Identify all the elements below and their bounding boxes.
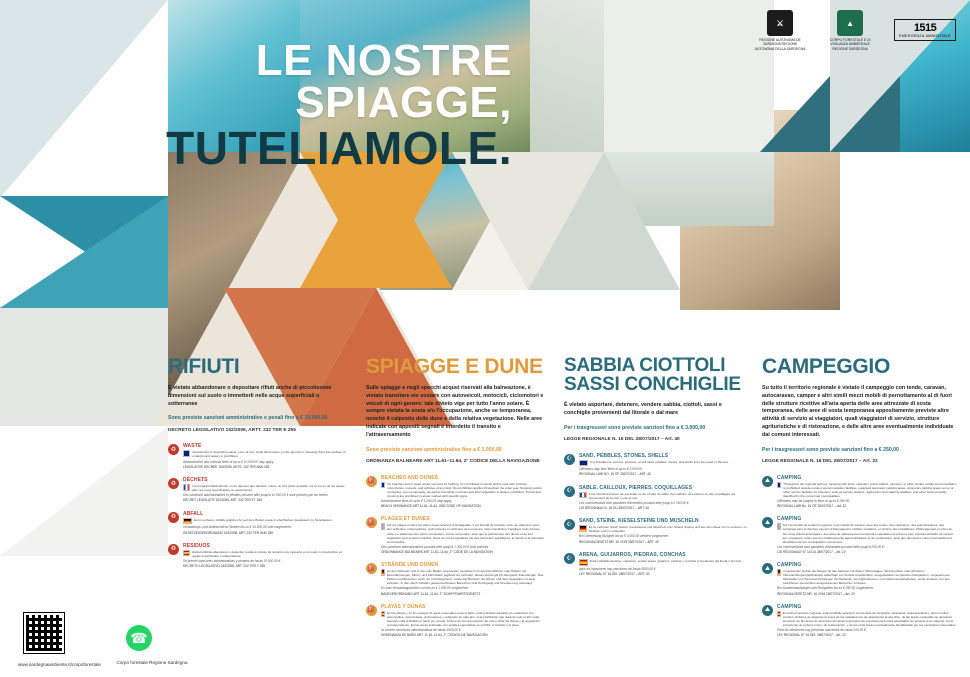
camping-fr-icon: ⛰ [762, 517, 773, 528]
item-text: Está prohibido abandonar o depositar residuos incluso de tamaño muy pequeño en el suelo o introducirlos en aguas superficiales o subterráneas. [192, 549, 343, 558]
camping-de-icon: ⛰ [762, 563, 773, 574]
column-heading: CAMPEGGIO [762, 355, 890, 378]
item-law: REGIONAL LAW NO. 16 OF 28/07/2017 – ART. 40 [579, 472, 651, 477]
list-item [762, 475, 958, 510]
item-text: En todo el territorio regional, está prohibido acampar con tiendas de campaña, caravanas, autocaravanas y otros medios móviles similares de alojamiento fuera de las instalaciones de alojamiento al aire libre, de las áreas equipadas de descanso temporal, de las áreas de descanso temporal expresamente previstas para otras actividades de servicio a los viajeros, como estructuras de turismo rural y de restauración, y de las otras áreas eventualmente identificadas por los municipios interesados. [782, 610, 957, 627]
item-law: LEGISLATIVE DECREE 152/2006, ARTS. 232 TER AND 255 [183, 464, 270, 469]
column-law: LEGGE REGIONALE N. 16 DEL 28/07/2017 – Art. 22 [762, 459, 878, 465]
item-text: Es ist verboten, Abfälle jeglicher Art auf dem Boden sowie in oberflächen Gewässern zu hinterlassen. [194, 517, 333, 522]
column-heading: SABBIA CIOTTOLI SASSI CONCHIGLIE [564, 355, 741, 395]
column-heading: SPIAGGE E DUNE [366, 355, 543, 378]
item-law: LEY REGIONAL N° 16 DEL 28/07/2017 – Art. 22 [777, 633, 846, 638]
item-title: CAMPING [777, 516, 802, 523]
flag-de-icon [183, 518, 192, 525]
sand-pebbles-icon: ☪ [564, 454, 575, 465]
item-text: Sur les plages et dans les plans d'eau réservés à la baignade, il est interdit de transiter et/ou de stationner avec des véhicules, motocyclettes, cyclomoteurs et véhicules de tout genre; cette interdiction s'applique toute l'année civile. Le stationnement et/ou l'occupation, même temporaire, ainsi que le piétinement des dunes et de leur végétation sont toujours interdits. Dans les zones signalées par des panneaux spécifiques, le transit et la traversée sont interdits. [386, 523, 544, 544]
item-text: Bei Übertretung Bußgeld bis zu € 3.000,00 werden vorgesehen [579, 534, 669, 539]
poster-title [92, 36, 512, 175]
column-law: DECRETO LEGISLATIVO 152/2006, ARTT. 232 TER E 255 [168, 427, 296, 433]
qr-code[interactable] [24, 613, 64, 653]
item-text: Offenders may face fines of up to € 3,000.00. [579, 467, 643, 472]
item-title: CAMPING [777, 562, 802, 569]
emergency-number-box [894, 19, 956, 41]
flag-de-icon [777, 569, 781, 576]
item-text: En las playas y en los espejos de agua reservados para el baño, está prohibido transitar y/o estacionar con automóviles, motocicletas, ciclomotores y vehículos de todo tipo; esta prohibición rige durante todo el año solar. Siempre está prohibido el parar y/u ocupar, incluso de forma temporal, así como pisar las dunas y la vegetación correspondiente. En las áreas indicadas con señales específicas se prohíbe el tránsito y el paso. [386, 610, 540, 627]
column-sanction: Sono previste sanzioni amministrative fino a € 1.000,00 [366, 446, 502, 453]
bg-triangle-teal-light [0, 196, 168, 308]
title-line-1: LE NOSTRE [255, 36, 512, 85]
item-title: WASTE [183, 443, 202, 450]
list-item [762, 562, 958, 597]
sable-cailloux-icon: ☪ [564, 486, 575, 497]
flag-fr-icon [381, 523, 385, 530]
list-item [366, 475, 544, 510]
column-sabbia-ciottoli [564, 356, 750, 584]
flag-uk-icon [183, 450, 190, 457]
beaches-dunes-icon: ⛽ [366, 476, 377, 487]
item-title: ARENA, GUIJARROS, PIEDRAS, CONCHAS [579, 552, 686, 559]
list-item [564, 485, 750, 512]
site-url[interactable]: www.sardegnaambiente.it/corpoforestale [18, 662, 101, 667]
item-title: DÉCHETS [183, 477, 208, 484]
logo-bar [754, 10, 956, 51]
item-law: REGIONALGESETZ NR. 16 VOM 28/07/2017 – Art. 22 [777, 591, 855, 596]
item-text: Administrative and criminal fines of up to € 10,000.00 may apply [183, 459, 274, 464]
emergency-number: 1515 [913, 22, 937, 35]
flag-uk-icon [381, 482, 385, 489]
item-text: Se prevén sanciones administrativas y penales de hasta 10.000,00 €. [183, 558, 282, 563]
poster-footer [0, 615, 970, 677]
column-body: È vietato abbandonare o depositare rifiuti anche di piccolissime dimensioni sul suolo o immetterli nelle acque superficiali o sotterranee [168, 385, 332, 407]
item-law: BEACH ORDINANCE ART 11.61–11.64, 2ND CODE OF NAVIGATION [381, 504, 481, 509]
item-law: DECRETO LEGISLATIVO 152/2006, ART. 232 TER Y 255 [183, 564, 266, 569]
item-text: Está prohibido llevarse, mantener, vender arena, guijarros, piedras y conchas procedentes del litoral o del mar. [590, 559, 742, 564]
corpo-forestale-icon: ▲ [837, 10, 863, 36]
column-body: È vietato asportare, detenere, vendere sabbia, ciottoli, sassi e conchiglie provenienti dal litorale o dal mare [564, 402, 722, 416]
item-title: BEACHES AND DUNES [381, 474, 439, 481]
item-title: ABFALL [183, 510, 204, 517]
bg-top-grey-band [604, 0, 774, 152]
logo-corpo-forestale [824, 10, 876, 51]
item-text: Offenders may be subject to fines of up to € 250.00. [777, 498, 851, 503]
flag-fr-icon [579, 492, 587, 499]
bg-triangle-teal-tr [528, 152, 680, 290]
list-item [168, 477, 346, 504]
item-text: Es sind Verwaltungsstrafen von bis zu € 1.000,00 vorgesehen [381, 586, 469, 591]
item-text: Bei Zuwiderhandlungen sind Bußgelder bis zu € 250,00 vorgesehen. [777, 586, 874, 591]
logo-caption: CORPO FORESTALE E DI VIGILANZA AMBIENTALE REGIONE SARDEGNA [829, 38, 871, 51]
column-sanction: Sono previste sanzioni amministrative e penali fino a € 10.000,00 [168, 415, 328, 422]
item-text: Administrative fines of up to € 1,000.00 may apply [381, 498, 452, 503]
flag-uk-icon [777, 482, 781, 489]
flag-fr-icon [183, 484, 190, 491]
title-line-3: TUTELIAMOLE. [166, 122, 512, 175]
column-law: LEGGE REGIONALE N. 16 DEL 28/07/2017 – Art. 40 [564, 436, 680, 442]
list-item [366, 516, 544, 555]
flag-de-icon [381, 569, 385, 576]
item-law: REGIONALGESETZ NR. 16 VOM 28/07/2017 – ART. 40 [579, 539, 659, 544]
item-law: ORDENANZA DE BAÑO ART. 11.61–11.64, 2° CÓDIGO DE NAVEGACIÓN [381, 633, 488, 638]
column-sanction: Per i trasgressori sono previste sanzioni fino a € 3.000,00 [564, 424, 706, 431]
item-title: CAMPING [777, 603, 802, 610]
logo-regione-sardegna [754, 10, 806, 51]
column-body: Sulle spiagge e negli specchi acquei riservati alla balneazione, è vietato transitare e/o sostare con autoveicoli, motocicli, ciclomotori e veicoli di ogni genere; tale divieto vige per tutto l'anno solare. È sempre vietata la sosta o/o l'occupazione, anche se temporanea, nonché il calpestio delle dune e della relativa vegetazione. Nelle aree indicate con appositi segnali è interdetto il transito e l'attraversamento [366, 385, 544, 438]
content-columns [0, 356, 970, 636]
item-law: GESETZESVERORDNUNG 152/2006, ART. 232 TER UND 255 [183, 530, 274, 535]
regione-emblem-icon: ⚔ [767, 10, 793, 36]
item-law: LOI RÉGIONALE N. 16 DU 28/07/2017 – ART. 40 [579, 506, 650, 511]
residuos-icon: ♻ [168, 544, 179, 555]
flag-fr-icon [777, 523, 781, 530]
list-item [168, 543, 346, 570]
column-law: ORDINANZA BALNEARE ART 11.61–11.64, 2° CODICE DELLA NAVIGAZIONE [366, 459, 540, 465]
flag-es-icon [579, 559, 588, 566]
item-law: DÉCRET LÉGISLATIF 152/2006, ART. 232 TER ET 255 [183, 498, 262, 503]
logo-1515 [894, 19, 956, 41]
item-text: Des sanctions administratives et pénales peuvent aller jusqu'à 10 000,00 € sont prévues par les textes. [183, 493, 329, 498]
item-text: Abandoning or depositing waste, even of very small dimensions, on the ground or releasing them into surface or underground waters is prohibited. [192, 450, 346, 459]
item-text: Il est interdit d'abandonner ou de déposer des déchets, même un très petite quantité, sur le sol ou de les rejeter dans les eaux superficielles ou souterraines. [192, 484, 345, 493]
item-law: ORDONNANCE BALNÉAIRE ART 11.61–11.64, 2° CODE DE LA NAVIGATION [381, 549, 493, 554]
item-law: LEY REGIONAL N° 16 DEL 28/07/2017 – ART. 40 [579, 571, 650, 576]
column-campeggio [762, 356, 958, 646]
item-law: REGIONAL LAW No. 16 OF 28/07/2017 – Art. 22 [777, 504, 847, 509]
item-text: Im gesamten Gebiet der Region ist das Campen mit Zelten, Wohnwagen, Wohnmobilen oder ähnlichen Übernachtungsmöglichkeiten außerhalb von Freiluft-Unterkünften, ausgestatteten temporären Rastplätzen, vorgesehenen Raststellen mit Serviceeinrichtungen für Reisende, wie Agritourismus- und Gastronomiebetrieben, sowie anderen von den betroffenen Gemeinden ausgewiesenen Bereichen verboten. [783, 569, 951, 586]
item-title: CAMPING [777, 474, 802, 481]
plages-dunes-icon: ⛽ [366, 517, 377, 528]
list-item [564, 518, 750, 545]
list-item [168, 511, 346, 536]
column-spiagge-e-dune [366, 356, 544, 646]
item-text: Les contrevenants sont passibles d'amendes pouvant aller jusqu'à 3 000,00 €. [579, 500, 690, 505]
photo-beach-pale [530, 0, 604, 152]
flag-de-icon [579, 525, 587, 532]
item-law: LOI RÉGIONALE N° 16 DU 28/07/2017 – Art. 22 [777, 549, 846, 554]
column-rifiuti [168, 356, 346, 577]
item-text: para los infractores hay sanciones de hasta 3000,00 € [579, 566, 656, 571]
title-line-2: SPIAGGE, [295, 78, 512, 128]
column-heading: RIFIUTI [168, 355, 240, 378]
straende-duenen-icon: ⛽ [366, 563, 377, 574]
whatsapp-icon[interactable]: ☎ [126, 625, 152, 651]
item-text: Throughout the regional territory, camping with tents, caravans, travel trailers, campers, or other similar mobile accommodation is prohibited outside outdoor accommodation facilities, equipped temporary parking areas, temporary parking areas set up or other service facilities for travelers, such as service stations, agritourism and catering facilities, and other areas possibly identified by the concerned municipalities. [783, 481, 957, 498]
item-text: Verwaltungs- und strafrechtliche Strafen bis zu € 10.000,00 sind vorgesehen. [183, 525, 292, 530]
item-text: An den Stränden und in den zum Baden reservierten Gewässern ist das Durchfahren oder Parken mit Motorfahrzeugen, Motor- und Fahrrädern jeglicher Art verboten; dieses Verbot gilt für das ganze Kalenderjahr. Das Parken und Besetzen, auch nur vorübergehend, sowie das Betreten der Dünen und ihrer Vegetation ist stets verboten. In den durch Schilder gekennzeichneten Bereichen sind Durchgang und Überquerung untersagt. [386, 569, 544, 586]
list-item [564, 552, 750, 577]
dechets-icon: ♻ [168, 478, 179, 489]
list-item [564, 453, 750, 478]
sand-steine-icon: ☪ [564, 519, 575, 530]
item-title: SAND, STEINE, KIESELSTEINE UND MUSCHELN [579, 518, 699, 525]
item-text: Des sanctions administratives pouvant aller jusqu'à 1 000,00 € sont prévues [381, 544, 489, 549]
item-title: PLAYAS Y DUNAS [381, 603, 426, 610]
logo-caption: REGIONE AUTONOMA DE SARDIGNA REGIONE AUTONOMA DELLA SARDEGNA [754, 38, 806, 51]
flag-uk-icon [579, 460, 588, 467]
item-text: Il est interdit d'enlever, de posséder ou de vendre du sable, des cailloux, des pierres ou des coquillages qui proviennent de la côte ou de la mer. [588, 491, 736, 500]
item-text: Es ist verboten Sand, Steine, Kieselsteine und Muscheln vom Strand (Küste) und aus dem Meer mit zu nehmen, zu besitzen und zu verkaufen. [588, 525, 747, 534]
list-item [366, 562, 544, 597]
playas-dunas-icon: ⛽ [366, 605, 377, 616]
emergency-label: EMERGENZA AMBIENTALE [899, 34, 951, 39]
item-text: It is forbidden to remove, possess, or sell sand, pebbles, stones, and shells from the coast or the sea. [590, 459, 729, 464]
item-text: Sur l'ensemble du territoire régional, il est interdit de camper avec des tentes, des caravanes, des autocaravanes, des campings-cars et d'autres moyens d'hébergement mobiles similaires, en dehors des installations d'hébergement en plein air, des aires d'arrêt aménagées, des aires de stationnement temporaire spécialement prévues pour d'autres activités de service aux voyageurs, telles que les établissements agrotouristiques et de restauration, ainsi que des autres zones éventuellement identifiées par les municipalités concernées. [782, 523, 954, 544]
item-text: Para los infractores hay previstas sanciones de hasta 250,00 €. [777, 627, 867, 632]
column-body: Su tutto il territorio regionale è vietato il campeggio con tende, caravan, autocaravan, camper e altri simili mezzi mobili di pernottamento al di fuori delle strutture ricettive all'aria aperta delle aree attrezzate di sosta temporanea, delle aree di sosta temporanea appositamente previste altre attività di servizio ai viaggiatori, quali viaggiatori di servizio, strutture agrituristiche e di ristorazione, e delle altre aree eventualmente individuate dai comuni interessati. [762, 385, 954, 438]
list-item [168, 443, 346, 470]
item-title: SABLE, CAILLOUX, PIERRES, COQUILLAGES [579, 484, 693, 491]
list-item [762, 516, 958, 555]
item-text: On beaches and in water areas reserved for bathing, it is prohibited to transit and/or park with vehicles, motorcycles, mopeds, and vehicles of any kind; this prohibition applies throughout the solar year. Stopping and/or occupying, even temporarily, as well as trampling on dunes and their vegetation is always prohibited. Transit and crossing are prohibited in areas marked with specific signs. [387, 481, 543, 498]
camping-es-icon: ⛰ [762, 605, 773, 616]
item-law: BADEVERORDNUNG ART 11.61–11.64, 2° SCHIFFFAHRTSGESETZ [381, 591, 481, 596]
item-text: se prevén sanciones administrativas de hasta 1000,00 € [381, 627, 461, 632]
item-title: RESIDUOS [183, 542, 210, 549]
abfall-icon: ♻ [168, 512, 179, 523]
arena-guijarros-icon: ☪ [564, 553, 575, 564]
camping-en-icon: ⛰ [762, 476, 773, 487]
item-title: PLAGES ET DUNES [381, 516, 430, 523]
waste-icon: ♻ [168, 444, 179, 455]
item-title: STRÄNDE UND DÜNEN [381, 562, 439, 569]
column-sanction: Per i trasgressori sono previste sanzioni fino a € 250,00 [762, 446, 899, 453]
flag-es-icon [183, 550, 190, 557]
item-text: Les contrevenants sont passibles d'amendes pouvant aller jusqu'à 250,00 €. [777, 544, 885, 549]
whatsapp-caption: Corpo forestale Regione Sardegna [116, 660, 188, 665]
item-title: SAND, PEBBLES, STONES, SHELLS [579, 452, 669, 459]
